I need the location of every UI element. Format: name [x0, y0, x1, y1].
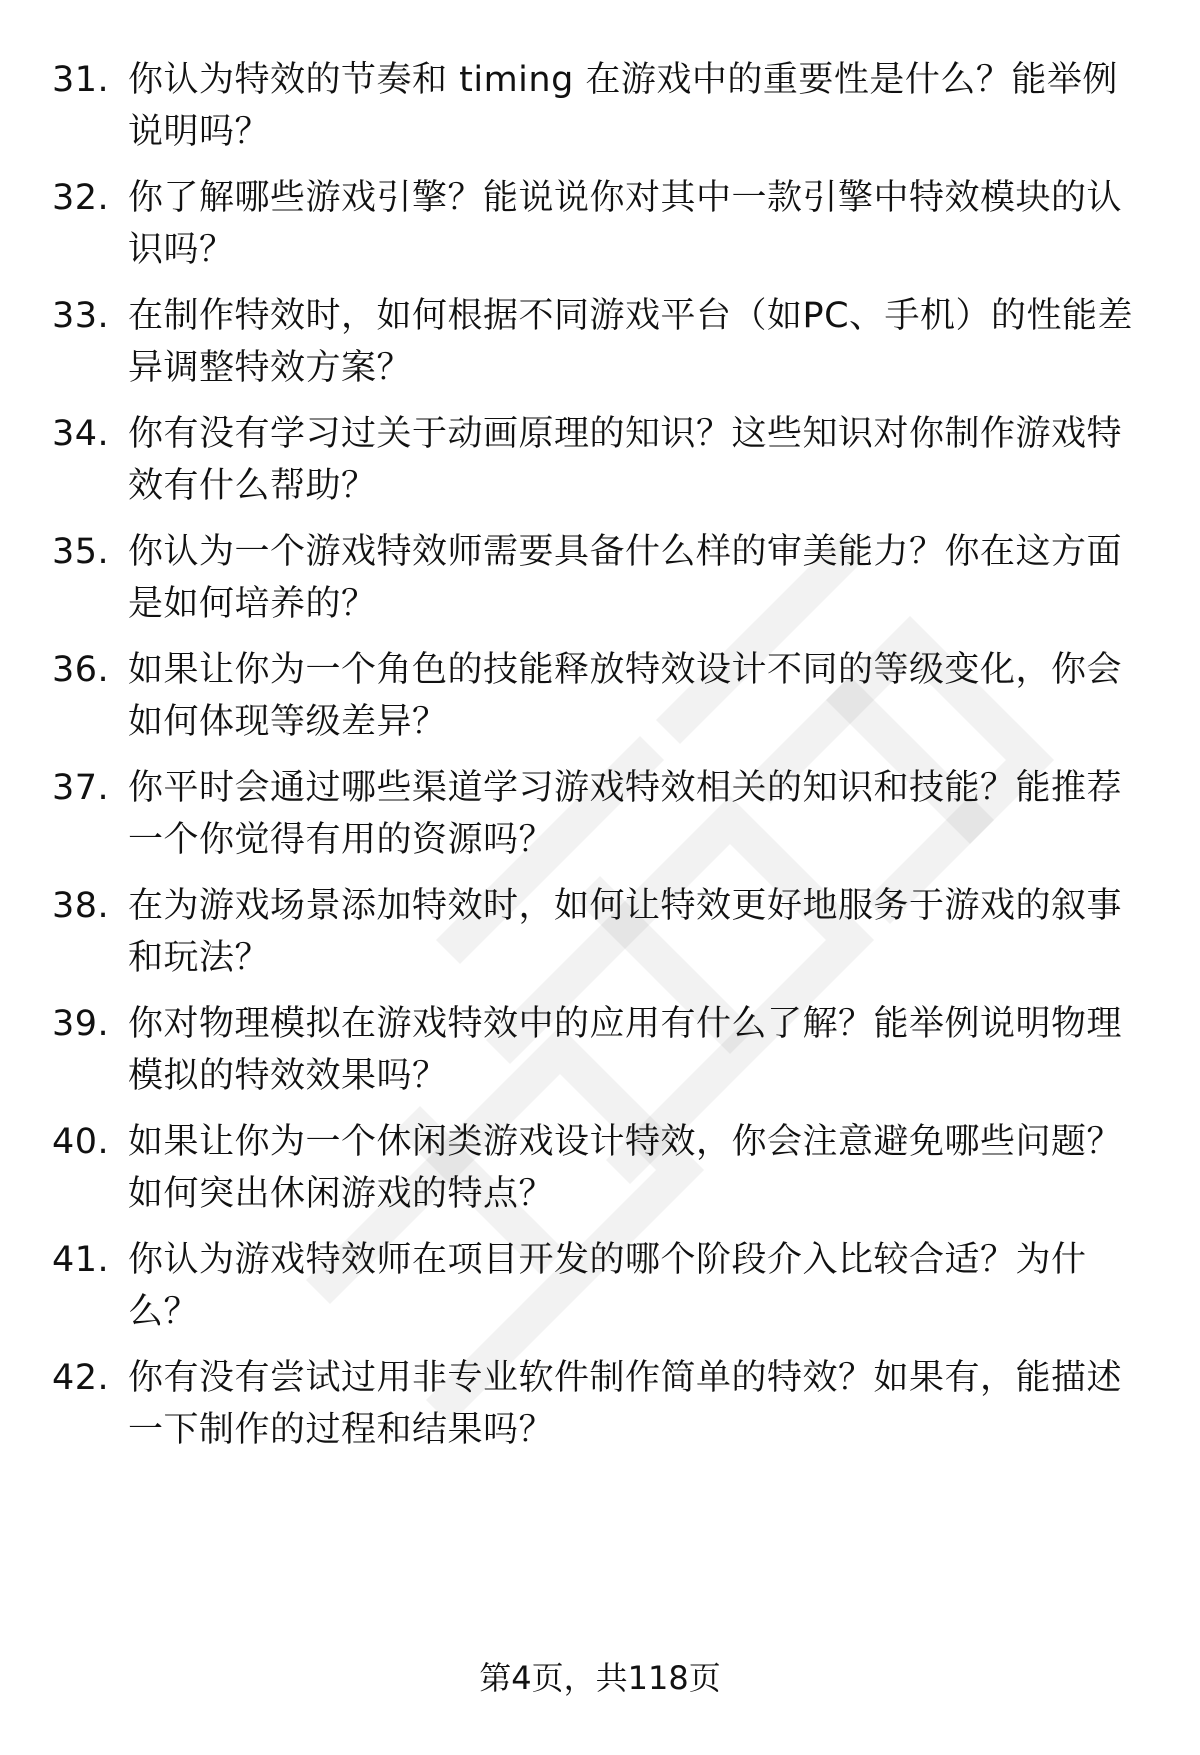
question-text: 你对物理模拟在游戏特效中的应用有什么了解？能举例说明物理模拟的特效效果吗？	[128, 1004, 1123, 1096]
question-text: 你有没有学习过关于动画原理的知识？这些知识对你制作游戏特效有什么帮助？	[128, 414, 1123, 506]
question-text: 在制作特效时，如何根据不同游戏平台（如PC、手机）的性能差异调整特效方案？	[128, 296, 1134, 388]
question-text: 你了解哪些游戏引擎？能说说你对其中一款引擎中特效模块的认识吗？	[128, 178, 1123, 270]
question-number: 32.	[52, 178, 110, 218]
question-number: 36.	[52, 650, 110, 690]
question-item	[52, 1352, 1152, 1456]
question-text: 你认为一个游戏特效师需要具备什么样的审美能力？你在这方面是如何培养的？	[128, 532, 1123, 624]
question-text: 你平时会通过哪些渠道学习游戏特效相关的知识和技能？能推荐一个你觉得有用的资源吗？	[128, 768, 1123, 860]
question-number: 31.	[52, 60, 110, 100]
question-item	[52, 1234, 1152, 1338]
question-item	[52, 408, 1152, 512]
question-item	[52, 290, 1152, 394]
question-item	[52, 644, 1152, 748]
question-text: 你认为游戏特效师在项目开发的哪个阶段介入比较合适？为什么？	[128, 1240, 1087, 1332]
question-number: 37.	[52, 768, 110, 808]
question-number: 38.	[52, 886, 110, 926]
question-text: 如果让你为一个休闲类游戏设计特效，你会注意避免哪些问题？如何突出休闲游戏的特点？	[128, 1122, 1123, 1214]
question-number: 42.	[52, 1358, 110, 1398]
question-number: 41.	[52, 1240, 110, 1280]
question-text: 在为游戏场景添加特效时，如何让特效更好地服务于游戏的叙事和玩法？	[128, 886, 1123, 978]
question-text: 你有没有尝试过用非专业软件制作简单的特效？如果有，能描述一下制作的过程和结果吗？	[128, 1358, 1123, 1450]
question-item	[52, 172, 1152, 276]
question-item	[52, 998, 1152, 1102]
question-text: 你认为特效的节奏和 timing 在游戏中的重要性是什么？能举例说明吗？	[128, 60, 1118, 152]
page-footer	[0, 1656, 1200, 1700]
question-item	[52, 762, 1152, 866]
question-item	[52, 880, 1152, 984]
question-number: 34.	[52, 414, 110, 454]
question-number: 39.	[52, 1004, 110, 1044]
question-number: 33.	[52, 296, 110, 336]
question-number: 35.	[52, 532, 110, 572]
question-item	[52, 54, 1152, 158]
question-item	[52, 1116, 1152, 1220]
question-text: 如果让你为一个角色的技能释放特效设计不同的等级变化，你会如何体现等级差异？	[128, 650, 1123, 742]
question-item	[52, 526, 1152, 630]
question-number: 40.	[52, 1122, 110, 1162]
page-number: 第4页，共118页	[479, 1659, 721, 1697]
